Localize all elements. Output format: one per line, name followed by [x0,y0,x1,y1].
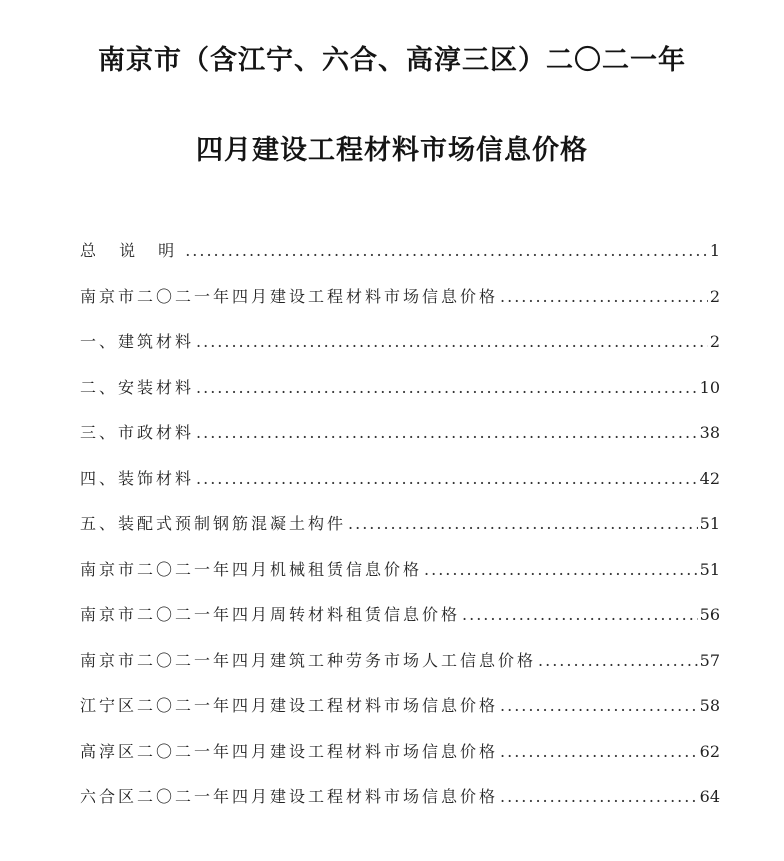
toc-entry-label: 五、装配式预制钢筋混凝土构件 [80,514,347,533]
toc-leader-dots [196,332,708,351]
toc-leader-dots [500,742,698,761]
toc-entry-label: 南京市二〇二一年四月建设工程材料市场信息价格 [80,286,499,306]
toc-entry-label: 四、装饰材料 [80,468,195,488]
toc-entry-label: 一、建筑材料 [80,332,195,351]
toc-leader-dots [462,605,698,624]
toc-entry-page: 38 [699,423,720,442]
toc-entry [80,602,720,648]
toc-entry-page: 62 [699,741,720,761]
toc-entry-label: 二、安装材料 [80,377,195,397]
toc-entry [80,784,720,830]
toc-leader-dots [500,696,698,715]
toc-entry-label: 高淳区二〇二一年四月建设工程材料市场信息价格 [80,741,499,761]
toc-entry [80,557,720,603]
toc-entry-page: 57 [699,650,720,670]
toc-leader-dots [348,514,698,533]
toc-entry-label: 三、市政材料 [80,423,195,442]
document-title-line1: 南京市（含江宁、六合、高淳三区）二〇二一年 [98,45,686,76]
toc-leader-dots [538,651,698,670]
toc-entry-label: 六合区二〇二一年四月建设工程材料市场信息价格 [80,787,499,806]
toc-leader-dots [424,560,698,579]
toc-entry [80,466,720,512]
toc-leader-dots [196,469,698,488]
toc-entry-label: 总 说 明 [80,241,184,260]
toc-entry [80,693,720,739]
toc-entry-page: 51 [699,514,720,533]
toc-entry-page: 42 [699,468,720,488]
toc-entry-label: 南京市二〇二一年四月机械租赁信息价格 [80,559,423,579]
toc-entry-page: 1 [709,241,720,260]
table-of-contents [80,238,720,830]
document-title-line2: 四月建设工程材料市场信息价格 [196,135,588,166]
toc-entry-page: 56 [699,605,720,624]
toc-entry-page: 10 [699,377,720,397]
toc-entry [80,238,720,284]
toc-leader-dots [185,241,708,260]
toc-leader-dots [500,787,698,806]
toc-entry-page: 51 [699,559,720,579]
toc-entry [80,648,720,694]
toc-leader-dots [196,378,698,397]
toc-leader-dots [196,423,698,442]
toc-entry [80,329,720,375]
toc-leader-dots [500,287,708,306]
toc-entry [80,284,720,330]
toc-entry-page: 2 [709,332,720,351]
toc-entry-label: 江宁区二〇二一年四月建设工程材料市场信息价格 [80,696,499,715]
toc-entry-label: 南京市二〇二一年四月建筑工种劳务市场人工信息价格 [80,650,537,670]
toc-entry [80,420,720,466]
toc-entry [80,375,720,421]
toc-entry-page: 64 [699,787,720,806]
toc-entry [80,739,720,785]
toc-entry-page: 2 [709,286,720,306]
toc-entry-label: 南京市二〇二一年四月周转材料租赁信息价格 [80,605,461,624]
toc-entry [80,511,720,557]
toc-entry-page: 58 [699,696,720,715]
